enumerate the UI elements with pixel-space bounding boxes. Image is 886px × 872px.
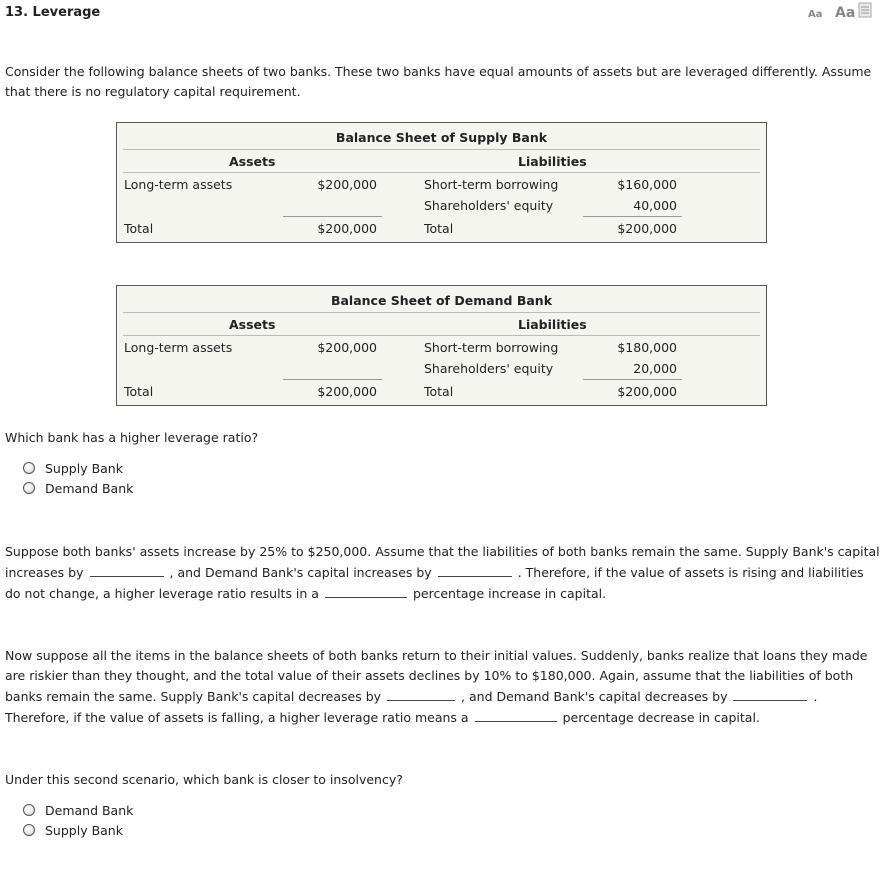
question-title: 13. Leverage bbox=[5, 5, 101, 20]
font-size-large-button[interactable]: Aa bbox=[835, 5, 856, 21]
liability-label: Short-term borrowing bbox=[424, 340, 559, 355]
liability-total-value: $200,000 bbox=[617, 221, 677, 236]
paragraph-text: . Therefore, if the value of assets is rising and liabilities do not change, a higher leverage ratio results in a bbox=[5, 565, 864, 601]
equity-value: 40,000 bbox=[633, 198, 677, 213]
equity-value: 20,000 bbox=[633, 361, 677, 376]
divider bbox=[123, 149, 760, 150]
question-leverage-prompt: Which bank has a higher leverage ratio? bbox=[5, 430, 259, 445]
question-insolvency-prompt: Under this second scenario, which bank is closer to insolvency? bbox=[5, 772, 403, 787]
option-label: Supply Bank bbox=[45, 460, 123, 476]
liabilities-header: Liabilities bbox=[518, 154, 587, 169]
divider bbox=[123, 335, 760, 336]
sum-line bbox=[583, 216, 682, 217]
supply-balance-sheet bbox=[116, 122, 767, 243]
liability-total-label: Total bbox=[424, 221, 454, 236]
liability-value: $180,000 bbox=[617, 340, 677, 355]
liability-total-value: $200,000 bbox=[617, 384, 677, 399]
equity-label: Shareholders' equity bbox=[424, 198, 554, 213]
decrease-size-blank[interactable] bbox=[475, 707, 557, 722]
equity-label: Shareholders' equity bbox=[424, 361, 554, 376]
option-label: Demand Bank bbox=[45, 802, 134, 818]
radio-button[interactable] bbox=[23, 824, 35, 836]
font-size-small-button[interactable]: Aa bbox=[808, 9, 823, 20]
assets-header: Assets bbox=[229, 317, 276, 332]
asset-value: $200,000 bbox=[317, 177, 377, 192]
paragraph-text: . Therefore, if the value of assets is falling, a higher leverage ratio means a bbox=[5, 689, 818, 725]
supply-capital-increase-blank[interactable] bbox=[90, 562, 164, 577]
paragraph-text: percentage increase in capital. bbox=[412, 586, 607, 601]
asset-label: Long-term assets bbox=[124, 177, 233, 192]
print-icon[interactable] bbox=[858, 2, 872, 18]
sheet-title: Balance Sheet of Supply Bank bbox=[335, 130, 548, 145]
asset-total-value: $200,000 bbox=[317, 221, 377, 236]
intro-paragraph: Consider the following balance sheets of two banks. These two banks have equal amounts of assets but are leveraged differently. Assume that there is no regulatory capital requirement. bbox=[5, 64, 872, 99]
supply-capital-decrease-blank[interactable] bbox=[387, 686, 455, 701]
option-supply-bank[interactable] bbox=[23, 459, 123, 477]
option-supply-bank[interactable] bbox=[23, 821, 123, 839]
option-demand-bank[interactable] bbox=[23, 801, 133, 819]
sheet-title: Balance Sheet of Demand Bank bbox=[330, 293, 553, 308]
asset-decline-paragraph bbox=[5, 646, 881, 728]
assets-header: Assets bbox=[229, 154, 276, 169]
liabilities-header: Liabilities bbox=[518, 317, 587, 332]
sum-line bbox=[283, 379, 382, 380]
paragraph-text: , and Demand Bank's capital increases by bbox=[169, 565, 432, 580]
radio-button[interactable] bbox=[23, 804, 35, 816]
asset-total-value: $200,000 bbox=[317, 384, 377, 399]
paragraph-text: percentage decrease in capital. bbox=[562, 710, 760, 725]
paragraph-text: Suppose both banks' assets increase by 25% to $250,000. Assume that the liabilities of both banks remain the same. Supply Bank's capital increases by bbox=[5, 544, 880, 580]
divider bbox=[123, 172, 760, 173]
radio-button[interactable] bbox=[23, 462, 35, 474]
option-label: Demand Bank bbox=[45, 480, 134, 496]
sum-line bbox=[283, 216, 382, 217]
liability-label: Short-term borrowing bbox=[424, 177, 559, 192]
radio-button[interactable] bbox=[23, 482, 35, 494]
option-label: Supply Bank bbox=[45, 822, 123, 838]
divider bbox=[123, 312, 760, 313]
liability-value: $160,000 bbox=[617, 177, 677, 192]
liability-total-label: Total bbox=[424, 384, 454, 399]
asset-increase-paragraph bbox=[5, 542, 881, 604]
paragraph-text: Now suppose all the items in the balance sheets of both banks return to their initial values. Suddenly, banks realize that loans they made are riskier than they thought, and the total value of their assets declines by 10% to $180,000. Again, assume that the liabilities of both banks remain the same. Supply Bank's capital decreases by bbox=[5, 648, 868, 704]
asset-value: $200,000 bbox=[317, 340, 377, 355]
demand-capital-increase-blank[interactable] bbox=[438, 562, 512, 577]
increase-size-blank[interactable] bbox=[325, 583, 407, 598]
asset-total-label: Total bbox=[124, 221, 154, 236]
sum-line bbox=[583, 379, 682, 380]
asset-total-label: Total bbox=[124, 384, 154, 399]
option-demand-bank[interactable] bbox=[23, 479, 133, 497]
demand-balance-sheet bbox=[116, 285, 767, 406]
demand-capital-decrease-blank[interactable] bbox=[733, 686, 807, 701]
paragraph-text: , and Demand Bank's capital decreases by bbox=[461, 689, 728, 704]
asset-label: Long-term assets bbox=[124, 340, 233, 355]
